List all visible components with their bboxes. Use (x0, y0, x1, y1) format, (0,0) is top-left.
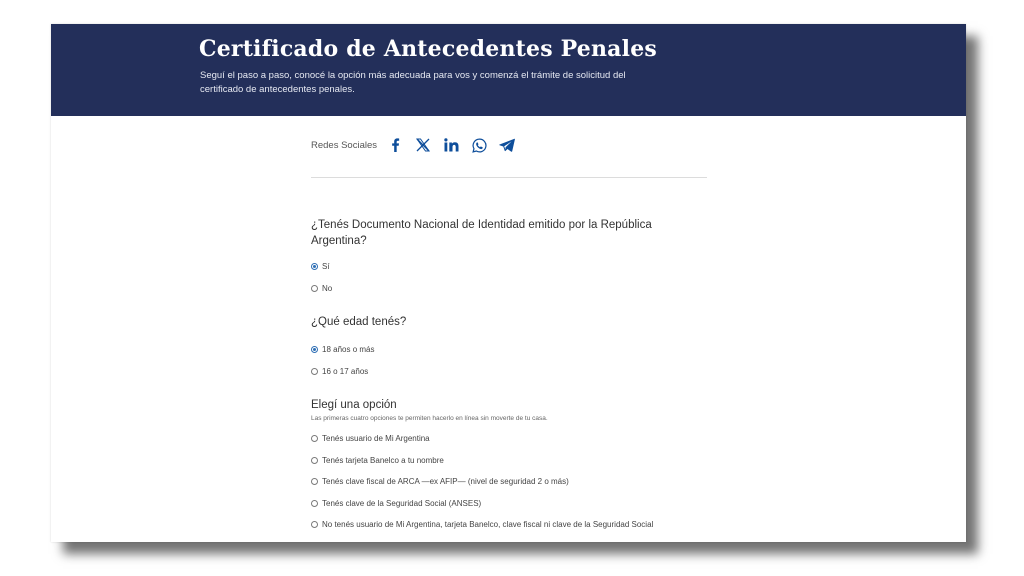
radio-dni-si[interactable] (311, 260, 330, 272)
telegram-icon[interactable] (497, 135, 517, 155)
radio-age-16-17[interactable] (311, 365, 368, 377)
radio-mi-argentina[interactable] (311, 432, 430, 444)
radio-clave-fiscal[interactable] (311, 475, 569, 487)
radio-none[interactable] (311, 518, 653, 530)
divider (311, 177, 707, 178)
social-share-bar (311, 135, 525, 155)
option-label: Sí (322, 261, 330, 271)
radio-age-18-plus[interactable] (311, 343, 374, 355)
radio-button[interactable] (311, 478, 318, 485)
page-header (51, 24, 966, 116)
question-option-help: Las primeras cuatro opciones te permiten hacerlo en línea sin moverte de tu casa. (311, 415, 548, 422)
whatsapp-icon[interactable] (469, 135, 489, 155)
radio-button[interactable] (311, 457, 318, 464)
page-title: Certificado de Antecedentes Penales (199, 36, 657, 62)
radio-button[interactable] (311, 285, 318, 292)
page-card (51, 24, 966, 542)
option-label: Tenés usuario de Mi Argentina (322, 433, 430, 443)
page-subtitle: Seguí el paso a paso, conocé la opción más adecuada para vos y comenzá el trámite de solicitud del certificado de antecedentes penales. (200, 70, 626, 95)
linkedin-icon[interactable] (441, 135, 461, 155)
option-label: 18 años o más (322, 344, 375, 354)
question-option: Elegí una opción (311, 399, 397, 411)
radio-button[interactable] (311, 368, 318, 375)
x-icon[interactable] (413, 135, 433, 155)
question-dni: ¿Tenés Documento Nacional de Identidad emitido por la República Argentina? (311, 219, 652, 247)
social-label: Redes Sociales (311, 139, 378, 151)
option-label: Tenés tarjeta Banelco a tu nombre (322, 455, 444, 465)
radio-anses[interactable] (311, 497, 481, 509)
radio-button[interactable] (311, 500, 318, 507)
option-label: Tenés clave fiscal de ARCA —ex AFIP— (nivel de seguridad 2 o más) (322, 476, 569, 486)
radio-button[interactable] (311, 435, 318, 442)
option-label: Tenés clave de la Seguridad Social (ANSES) (322, 498, 482, 508)
radio-button-checked[interactable] (311, 263, 318, 270)
radio-button[interactable] (311, 521, 318, 528)
radio-dni-no[interactable] (311, 282, 332, 294)
radio-button-checked[interactable] (311, 346, 318, 353)
radio-banelco[interactable] (311, 454, 444, 466)
option-label: No tenés usuario de Mi Argentina, tarjeta Banelco, clave fiscal ni clave de la Seguridad Social (322, 519, 654, 529)
facebook-icon[interactable] (385, 135, 405, 155)
question-age: ¿Qué edad tenés? (311, 316, 407, 328)
option-label: No (322, 283, 333, 293)
option-label: 16 o 17 años (322, 366, 369, 376)
